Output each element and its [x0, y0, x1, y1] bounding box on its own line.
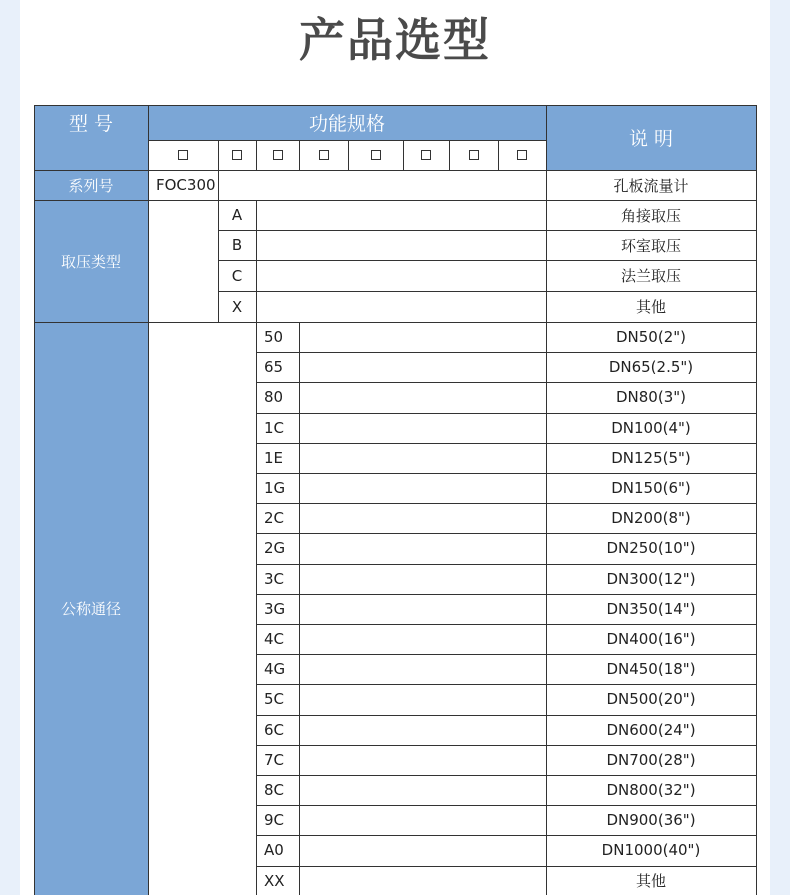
grid-line	[546, 105, 547, 895]
diameter-code: 4C	[264, 630, 285, 649]
diameter-desc: DN400(16")	[606, 630, 696, 649]
diameter-desc: DN300(12")	[606, 569, 696, 588]
diameter-code: 65	[264, 358, 284, 377]
checkbox-icon	[319, 150, 329, 160]
pressure-code: C	[231, 266, 243, 285]
diameter-code: 80	[264, 388, 284, 407]
pressure-desc: 环室取压	[620, 236, 681, 255]
diameter-desc: DN250(10")	[606, 539, 696, 558]
diameter-desc: DN600(24")	[606, 720, 696, 739]
diameter-desc: DN700(28")	[606, 750, 696, 769]
diameter-desc: DN800(32")	[606, 781, 696, 800]
grid-line	[256, 805, 757, 806]
pressure-label: 取压类型	[34, 200, 148, 322]
spec-box-cell	[218, 140, 256, 170]
header-desc: 说 明	[546, 105, 756, 170]
grid-line	[34, 105, 757, 106]
grid-line	[256, 140, 257, 170]
spec-box-cell	[403, 140, 449, 170]
page-title: 产品选型	[299, 13, 491, 67]
grid-line	[403, 140, 404, 170]
diameter-code: 8C	[264, 781, 285, 800]
grid-line	[256, 775, 757, 776]
checkbox-icon	[469, 150, 479, 160]
grid-line	[256, 564, 757, 565]
pressure-code: B	[231, 236, 243, 254]
diameter-code: 4G	[264, 660, 286, 679]
pressure-desc: 其他	[635, 298, 666, 316]
series-desc: 孔板流量计	[613, 176, 689, 195]
series-code: FOC300	[156, 176, 216, 194]
diameter-desc: DN350(14")	[606, 599, 696, 618]
grid-line	[218, 291, 757, 292]
grid-line	[256, 654, 757, 655]
checkbox-icon	[421, 150, 431, 160]
grid-line	[256, 745, 757, 746]
spec-box-cell	[449, 140, 498, 170]
diameter-code: 7C	[264, 750, 285, 769]
diameter-code: 3G	[264, 599, 286, 618]
checkbox-icon	[371, 150, 381, 160]
diameter-code: 2G	[264, 539, 286, 558]
diameter-desc: DN200(8")	[611, 509, 691, 528]
header-model-blank	[34, 140, 148, 170]
diameter-desc: DN125(5")	[611, 448, 691, 467]
grid-line	[256, 715, 757, 716]
diameter-code: 1C	[264, 418, 285, 437]
grid-line	[148, 105, 149, 895]
diameter-desc: DN450(18")	[606, 660, 696, 679]
spec-box-cell	[348, 140, 403, 170]
grid-line	[256, 866, 757, 867]
grid-line	[34, 200, 757, 201]
diameter-desc: DN80(3")	[615, 388, 686, 407]
grid-line	[218, 230, 757, 231]
grid-line	[218, 140, 219, 322]
diameter-desc: DN100(4")	[611, 418, 691, 437]
diameter-desc: DN500(20")	[606, 690, 696, 709]
diameter-code: 6C	[264, 720, 285, 739]
diameter-code: 2C	[264, 509, 285, 528]
grid-line	[256, 443, 757, 444]
grid-line	[299, 322, 300, 895]
grid-line	[256, 200, 257, 322]
grid-line	[299, 140, 300, 170]
diameter-code: 50	[264, 328, 284, 347]
grid-line	[256, 624, 757, 625]
frame-left	[0, 0, 20, 895]
grid-line	[256, 413, 757, 414]
diameter-code: 5C	[264, 690, 285, 709]
grid-line	[34, 322, 757, 323]
grid-line	[256, 533, 757, 534]
pressure-code: X	[231, 297, 243, 316]
header-spec: 功能规格	[148, 105, 546, 140]
frame-right	[770, 0, 790, 895]
diameter-code: XX	[264, 871, 285, 890]
series-label: 系列号	[34, 170, 148, 200]
grid-line	[256, 322, 257, 895]
grid-line	[34, 170, 757, 171]
grid-line	[218, 260, 757, 261]
checkbox-icon	[273, 150, 283, 160]
grid-line	[256, 835, 757, 836]
diameter-desc: DN150(6")	[611, 479, 691, 498]
pressure-code: A	[231, 206, 243, 224]
grid-line	[256, 503, 757, 504]
grid-line	[34, 105, 35, 895]
grid-line	[256, 684, 757, 685]
diameter-desc: DN65(2.5")	[608, 358, 694, 377]
grid-line	[756, 105, 757, 895]
header-model: 型 号	[34, 105, 148, 140]
grid-line	[498, 140, 499, 170]
diameter-code: 1G	[264, 479, 286, 498]
diameter-desc: DN900(36")	[606, 811, 696, 830]
grid-line	[348, 140, 349, 170]
spec-box-cell	[148, 140, 218, 170]
grid-line	[256, 594, 757, 595]
pressure-desc: 法兰取压	[620, 267, 681, 285]
checkbox-icon	[178, 150, 188, 160]
grid-line	[256, 382, 757, 383]
checkbox-icon	[232, 150, 242, 160]
spec-box-cell	[498, 140, 546, 170]
spec-box-cell	[256, 140, 299, 170]
checkbox-icon	[517, 150, 527, 160]
pressure-desc: 角接取压	[620, 206, 681, 225]
diameter-label: 公称通径	[34, 322, 148, 895]
spec-box-cell	[299, 140, 348, 170]
diameter-code: A0	[264, 841, 284, 860]
diameter-desc: DN50(2")	[615, 328, 686, 347]
grid-line	[256, 473, 757, 474]
grid-line	[449, 140, 450, 170]
diameter-code: 9C	[264, 811, 285, 830]
diameter-code: 1E	[264, 448, 284, 467]
diameter-desc: 其他	[635, 872, 666, 891]
diameter-code: 3C	[264, 569, 285, 588]
grid-line	[256, 352, 757, 353]
diameter-desc: DN1000(40")	[601, 841, 701, 860]
